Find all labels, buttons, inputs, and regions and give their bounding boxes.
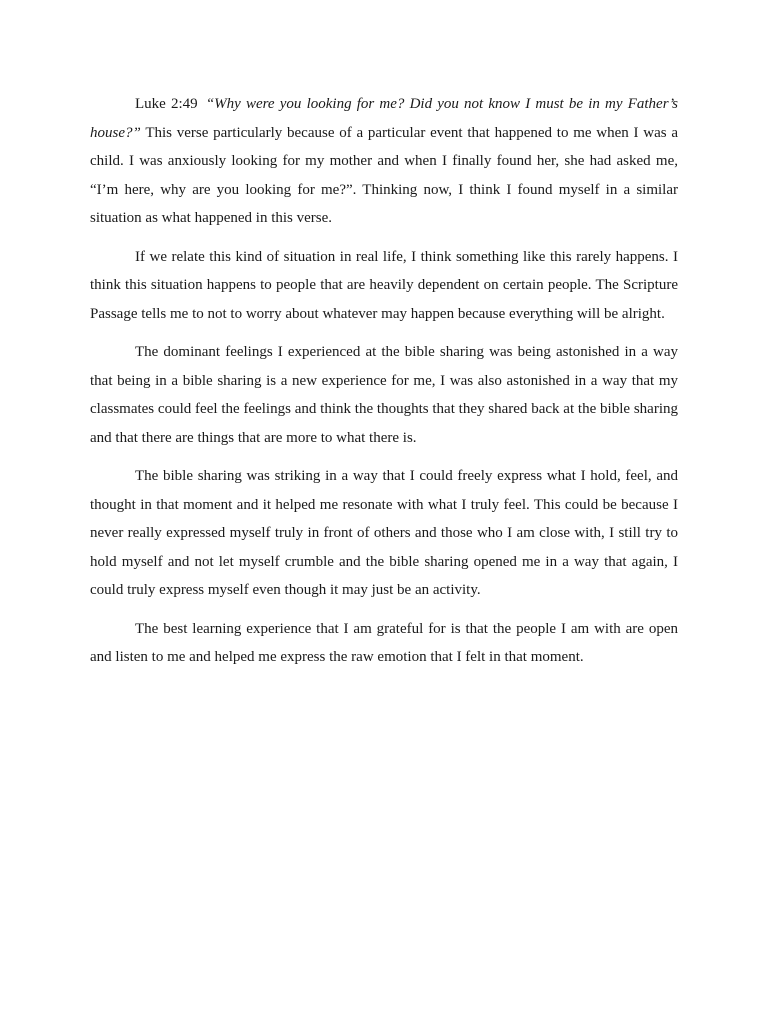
scripture-quote: “Why were you looking for me? Did you not know I must be in my Father’s house?” [90, 96, 678, 141]
paragraph-scripture-reflection [90, 90, 678, 233]
paragraph-text: This verse particularly because of a particular event that happened to me when I was a child. I was anxiously looking for my mother and when I finally found her, she had asked me, “I’m here, why are you looking for me?”. Thinking now, I think I found myself in a similar situation as what happened in this verse. [90, 124, 678, 226]
scripture-reference: Luke 2:49 [135, 96, 198, 112]
paragraph-real-life: If we relate this kind of situation in real life, I think something like this rarely happens. I think this situation happens to people that are heavily dependent on certain people. The Scripture Passage tells me to not to worry about whatever may happen because everything will be alright. [90, 248, 678, 322]
paragraph-striking: The bible sharing was striking in a way that I could freely express what I hold, feel, and thought in that moment and it helped me resonate with what I truly feel. This could be because I never really expressed myself truly in front of others and those who I am close with, I still try to hold myself and not let myself crumble and the bible sharing opened me in a way that again, I could truly express myself even though it may just be an activity. [90, 468, 678, 598]
paragraph-learning-experience: The best learning experience that I am grateful for is that the people I am with are open and listen to me and helped me express the raw emotion that I felt in that moment. [90, 620, 678, 665]
paragraph-dominant-feelings: The dominant feelings I experienced at the bible sharing was being astonished in a way that being in a bible sharing is a new experience for me, I was also astonished in a way that my classmates could feel the feelings and think the thoughts that they shared back at the bible sharing and that there are things that are more to what there is. [90, 344, 678, 446]
document-body [90, 90, 678, 672]
